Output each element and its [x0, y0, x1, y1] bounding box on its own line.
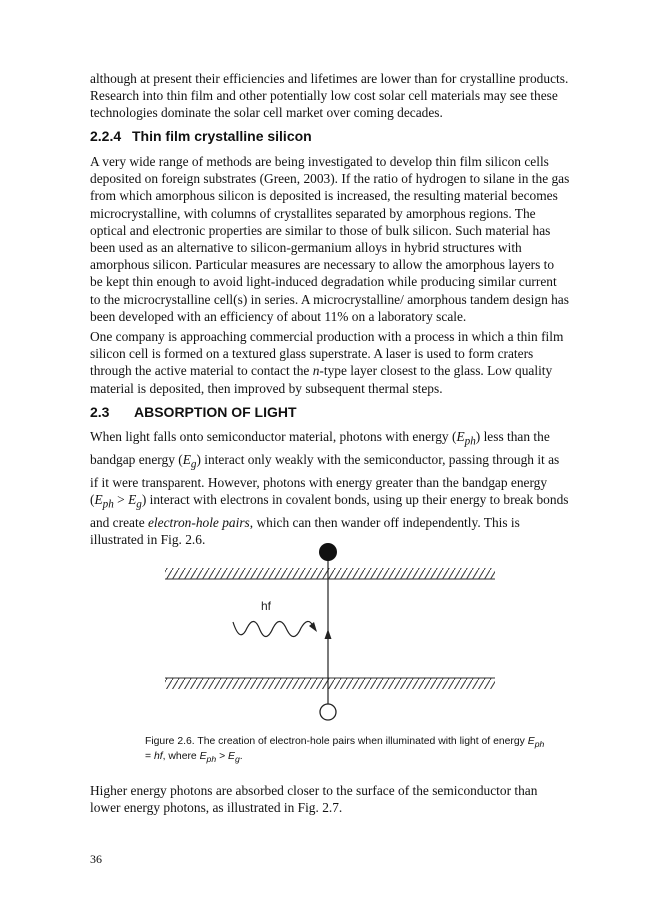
subscript-ph: ph [206, 753, 217, 764]
subscript-g: g [136, 498, 142, 511]
italic-n: n [312, 363, 320, 379]
absorption-paragraph [90, 428, 570, 548]
section-title: ABSORPTION OF LIGHT [134, 404, 297, 420]
symbol-E: E [128, 491, 137, 507]
section-heading-2-3 [90, 404, 570, 420]
text-run: -type layer closest to the glass. Low quality material is deposited, then improved by subsequent thermal steps. [90, 363, 553, 396]
photon-label: hf [261, 599, 272, 613]
figure-2-6-diagram [160, 540, 500, 725]
subscript-g: g [234, 753, 240, 764]
symbol-E: E [228, 750, 235, 762]
subscript-ph: ph [464, 435, 476, 448]
section-number: 2.3 [90, 404, 110, 420]
symbol-hf: hf [153, 750, 163, 762]
text-run: , which can then wander off independently. This is illustrated in Fig. 2.6. [90, 514, 520, 548]
term-electron-hole-pairs: electron-hole pairs [147, 514, 250, 530]
hole-icon [320, 704, 336, 720]
photon-arrow-icon [309, 622, 317, 632]
text-run: ) interact with electrons in covalent bonds, using up their energy to break bonds and create [90, 491, 569, 530]
thin-film-paragraph-1: A very wide range of methods are being investigated to develop thin film silicon cells deposited on foreign substrates (Green, 2003). If the ratio of hydrogen to silane in the gas from which amorphous silicon is deposited is increased, the resulting material becomes microcrystalline, with columns of crystallites separated by amorphous regions. The optical and electronic properties are similar to those of bulk silicon. Such material has been used as an alternative to silicon-germanium alloys in hybrid structures with amorphous silicon. Particular measures are necessary to allow the amorphous layers to be kept thin enough to avoid light-induced degradation while producing similar current to the microcrystalline cell(s) in series. A microcrystalline/ amorphous tandem design has been developed with an efficiency of about 11% on a laboratory scale. [90, 154, 570, 324]
photon-wave [233, 621, 313, 636]
subscript-ph: ph [102, 498, 114, 511]
text-run: ) less than the bandgap energy ( [90, 429, 550, 467]
closing-paragraph: Higher energy photons are absorbed closer to the surface of the semiconductor than lower energy photons, as illustrated in Fig. 2.7. [90, 783, 538, 816]
text-run: One company is approaching commercial production with a process in which a thin film silicon cell is formed on a textured glass superstrate. A laser is used to form craters through the active material to contact the [90, 329, 564, 379]
text-run: , where [162, 750, 200, 762]
arrow-up-icon [325, 629, 332, 639]
text-run: . [239, 750, 243, 762]
page-number: 36 [90, 852, 102, 866]
symbol-E: E [199, 750, 207, 762]
electron-icon [319, 543, 337, 561]
intro-paragraph: although at present their efficiencies and lifetimes are lower than for crystalline products. Research into thin film and other potentially low cost solar cell materials may see these technologies dominate the solar cell market over coming decades. [90, 71, 569, 121]
symbol-E: E [456, 429, 465, 444]
subscript-g: g [190, 458, 197, 471]
conduction-band [165, 568, 495, 579]
text-run: > [113, 491, 129, 507]
figure-caption [145, 736, 545, 765]
text-run: = [145, 750, 154, 762]
section-heading-2-2-4 [90, 128, 570, 144]
symbol-E: E [182, 451, 191, 467]
valence-band [165, 678, 495, 689]
subscript-ph: ph [534, 739, 545, 750]
section-title: Thin film crystalline silicon [132, 128, 312, 144]
thin-film-paragraph-2 [90, 328, 570, 397]
text-run: > [216, 750, 229, 762]
text-run: Figure 2.6. The creation of electron-hole pairs when illuminated with light of energy [145, 736, 528, 747]
symbol-E: E [94, 491, 103, 507]
section-number: 2.2.4 [90, 128, 122, 144]
text-run: ) interact only weakly with the semiconductor, passing through it as if it were transparent. However, photons with energy greater than the bandgap energy ( [90, 451, 560, 507]
symbol-E: E [527, 736, 535, 747]
text-run: When light falls onto semiconductor material, photons with energy ( [90, 429, 457, 444]
